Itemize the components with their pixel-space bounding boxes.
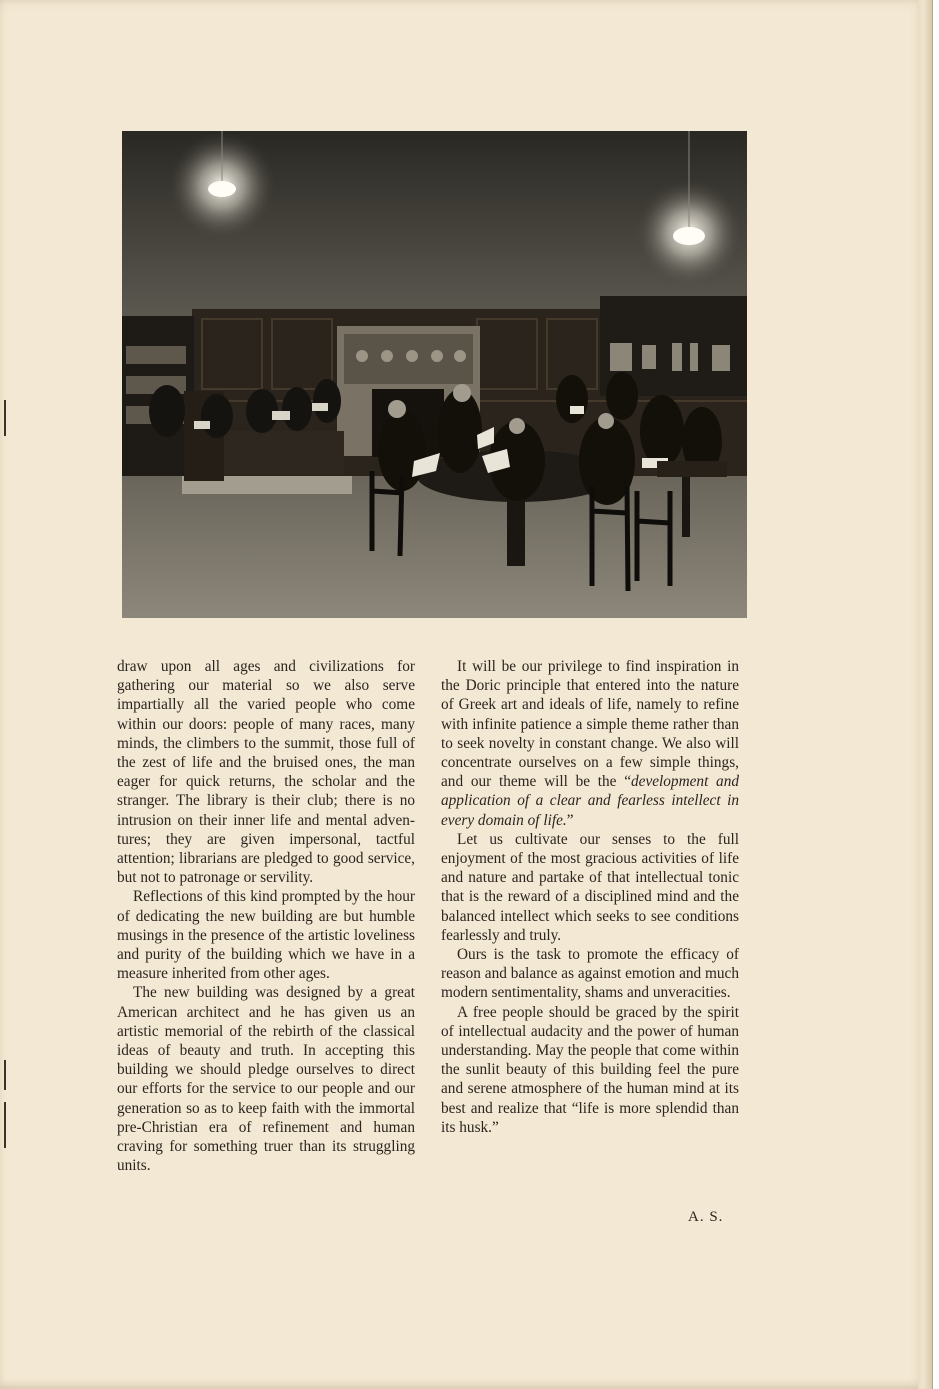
paragraph: Reflections of this kind prompted by the hour of dedicating the new building are but humble musings in the presence of the artistic loveliness and purity of the building which we have in a measure inherited from other ages. [117,888,415,983]
paragraph [441,657,739,830]
left-text-column [117,657,415,1175]
paragraph: Let us cultivate our senses to the full enjoyment of the most gracious activities of life and nature and partake of that intellectual tonic that is the reward of a disciplined mind and the balanced intellect which seeks to see conditions fearlessly and truly. [441,830,739,944]
binding-mark [4,1102,6,1148]
paragraph: A free people should be graced by the spirit of intellectual audacity and the power of human understanding. May the people that come within the sunlit beauty of this building feel the pure and serene atmosphere of the human mind at its best and realize that “life is more splendid than its husk.” [441,1003,739,1136]
binding-mark [4,1060,6,1090]
paragraph: draw upon all ages and civilizations for gathering our material so we also serve impartially all the varied people who come within our doors: people of many races, many minds, the climbers to the summit, those full of the zest of life and the bruised ones, the man eager for quick returns, the scholar and the stranger. The library is their club; there is no intrusion on their inner life and mental adventures; they are given impersonal, tactful attention; librarians are pledged to good service, but not to patronage or servility. [117,658,415,887]
author-signature: A. S. [688,1209,724,1225]
page-edge [918,0,933,1389]
binding-mark [4,400,6,436]
paragraph-text: ” [566,811,574,829]
paragraph: Ours is the task to promote the efficacy of reason and balance as against emotion and much modern sentimentality, shams and unveracities. [441,946,739,1002]
paragraph-text: It will be our privilege to find inspiration in the Doric principle that entered into the nature of Greek art and ideals of life, namely to refine with infinite patience a simple theme rather than to seek novelty in constant change. We also will concentrate ourselves on a few simple things, and our theme will be the “ [441,658,739,791]
paragraph: The new building was designed by a great American architect and he has given us an artistic memorial of the rebirth of the classical ideas of beauty and truth. In accepting this building we should pledge ourselves to direct our efforts for the service to our people and our generation so as to keep faith with the immortal pre-Christian era of refinement and human craving for something truer than its struggling units. [117,984,415,1175]
italic-quote: development and application of a clear and fearless intellect in every domain of life. [441,773,739,829]
library-reading-room-photo [122,131,747,618]
right-text-column [441,657,739,1137]
